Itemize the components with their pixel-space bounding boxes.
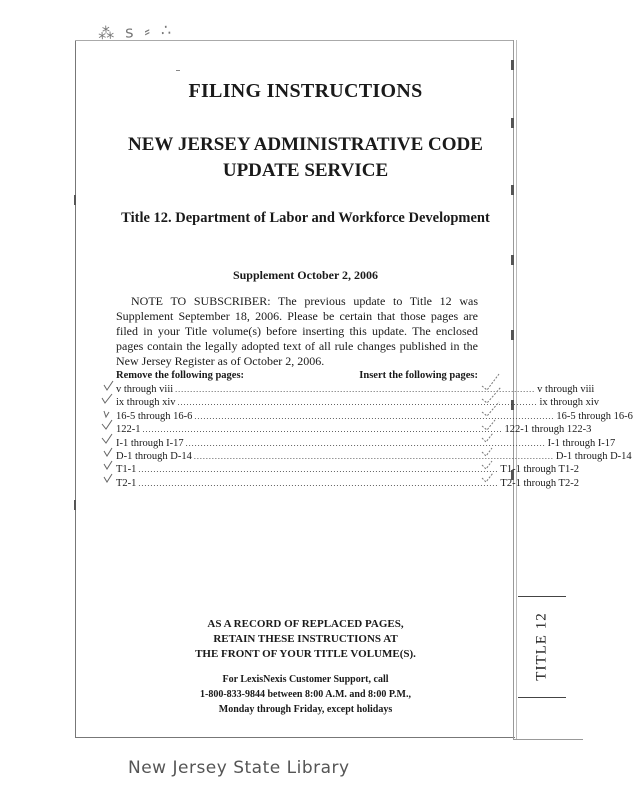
remove-pages: 122-1 <box>116 424 141 436</box>
check-mark-icon <box>482 387 501 403</box>
remove-pages: v through viii <box>116 384 174 395</box>
leader-dots: ........................................................................................................................ <box>185 438 546 448</box>
remove-pages: T1-1 <box>116 464 137 476</box>
leader-dots: ........................................................................................................................ <box>142 425 503 435</box>
frame-bottom-border <box>75 737 515 738</box>
scan-speck <box>176 70 180 71</box>
check-mark-icon <box>104 461 112 469</box>
handwritten-scribble-icon: ⁂ ꜱ ⸗ ∴ <box>97 20 175 43</box>
check-mark-icon <box>102 394 112 403</box>
check-mark-icon <box>482 402 499 416</box>
title-subtitle: Title 12. Department of Labor and Workforce Development <box>121 210 490 226</box>
support-hours-line: Monday through Friday, except holidays <box>218 704 393 715</box>
insert-pages: I-1 through I-17 <box>547 437 616 449</box>
leader-dots: ........................................................................................................................ <box>175 385 536 394</box>
document-title: FILING INSTRUCTIONS <box>188 80 423 102</box>
check-mark-icon <box>482 473 493 482</box>
table-row <box>116 437 616 451</box>
binder-tick-mark <box>74 500 76 510</box>
insert-pages: 122-1 through 122-3 <box>504 424 592 436</box>
check-mark-icon <box>482 374 499 390</box>
check-mark-icon <box>482 420 495 430</box>
record-line3: THE FRONT OF YOUR TITLE VOLUME(S). <box>195 648 416 660</box>
remove-pages: T2-1 <box>116 477 137 489</box>
frame-bottom-extension <box>513 739 583 740</box>
subscriber-note: NOTE TO SUBSCRIBER: The previous update to Title 12 was Supplement September 18, 2006. Please be certain that those pages are filed in your Title volume(s) before inserting this update. The enclosed pages contain the legally adopted text of all rule changes published in the New Jersey Register as of October 2, 2006. <box>116 294 478 368</box>
table-row <box>116 384 595 397</box>
check-mark-icon <box>104 474 112 482</box>
remove-header: Remove the following pages: <box>116 370 245 381</box>
binder-tick-mark <box>511 185 514 195</box>
leader-dots: ........................................................................................................................ <box>138 465 499 475</box>
table-row <box>116 477 579 491</box>
table-row <box>116 450 632 464</box>
remove-pages: D-1 through D-14 <box>116 450 192 462</box>
code-title-line1: NEW JERSEY ADMINISTRATIVE CODE <box>128 134 483 155</box>
binder-tick-mark <box>511 60 514 70</box>
leader-dots: ........................................................................................................................ <box>138 478 499 488</box>
table-header <box>116 370 478 384</box>
insert-pages: T1-1 through T1-2 <box>500 464 579 476</box>
leader-dots: ........................................................................................................................ <box>177 398 538 408</box>
table-row <box>116 410 633 424</box>
leader-dots: ........................................................................................................................ <box>194 411 555 421</box>
support-phone-line: 1-800-833-9844 between 8:00 A.M. and 8:00 P.M., <box>199 689 411 700</box>
leader-dots: ........................................................................................................................ <box>193 451 554 461</box>
check-mark-icon <box>482 461 492 469</box>
insert-header: Insert the following pages: <box>359 370 478 381</box>
check-mark-icon <box>482 448 492 456</box>
page-replacement-table <box>116 370 633 491</box>
record-line2: RETAIN THESE INSTRUCTIONS AT <box>213 633 398 645</box>
check-mark-icon <box>102 420 112 429</box>
table-row <box>116 424 592 437</box>
binder-tick-mark <box>511 330 514 340</box>
library-stamp: New Jersey State Library <box>128 758 350 778</box>
check-mark-icon <box>102 434 112 443</box>
remove-pages: I-1 through I-17 <box>116 437 184 449</box>
insert-pages: v through viii <box>537 384 595 395</box>
check-mark-icon <box>104 448 112 456</box>
insert-pages: D-1 through D-14 <box>555 450 632 462</box>
binder-tick-mark <box>74 195 76 205</box>
insert-pages: T2-1 through T2-2 <box>500 477 579 489</box>
table-row <box>116 397 599 410</box>
supplement-date: Supplement October 2, 2006 <box>232 268 379 282</box>
check-mark-icon <box>104 381 113 390</box>
handwritten-check-marks-right <box>480 372 510 494</box>
support-line1: For LexisNexis Customer Support, call <box>222 674 389 685</box>
insert-pages: ix through xiv <box>539 397 599 409</box>
remove-pages: 16-5 through 16-6 <box>116 410 193 422</box>
record-line1: AS A RECORD OF REPLACED PAGES, <box>207 618 404 630</box>
binder-tick-mark <box>511 255 514 265</box>
check-mark-icon <box>482 433 493 442</box>
side-tab-label: TITLE 12 <box>533 611 550 681</box>
table-row <box>116 464 579 477</box>
code-title-line2: UPDATE SERVICE <box>222 160 389 181</box>
handwritten-check-marks-left <box>98 380 118 492</box>
check-mark-icon <box>104 411 109 417</box>
remove-pages: ix through xiv <box>116 397 176 409</box>
insert-pages: 16-5 through 16-6 <box>556 410 633 422</box>
binder-tick-mark <box>511 118 514 128</box>
side-tab <box>519 596 565 696</box>
